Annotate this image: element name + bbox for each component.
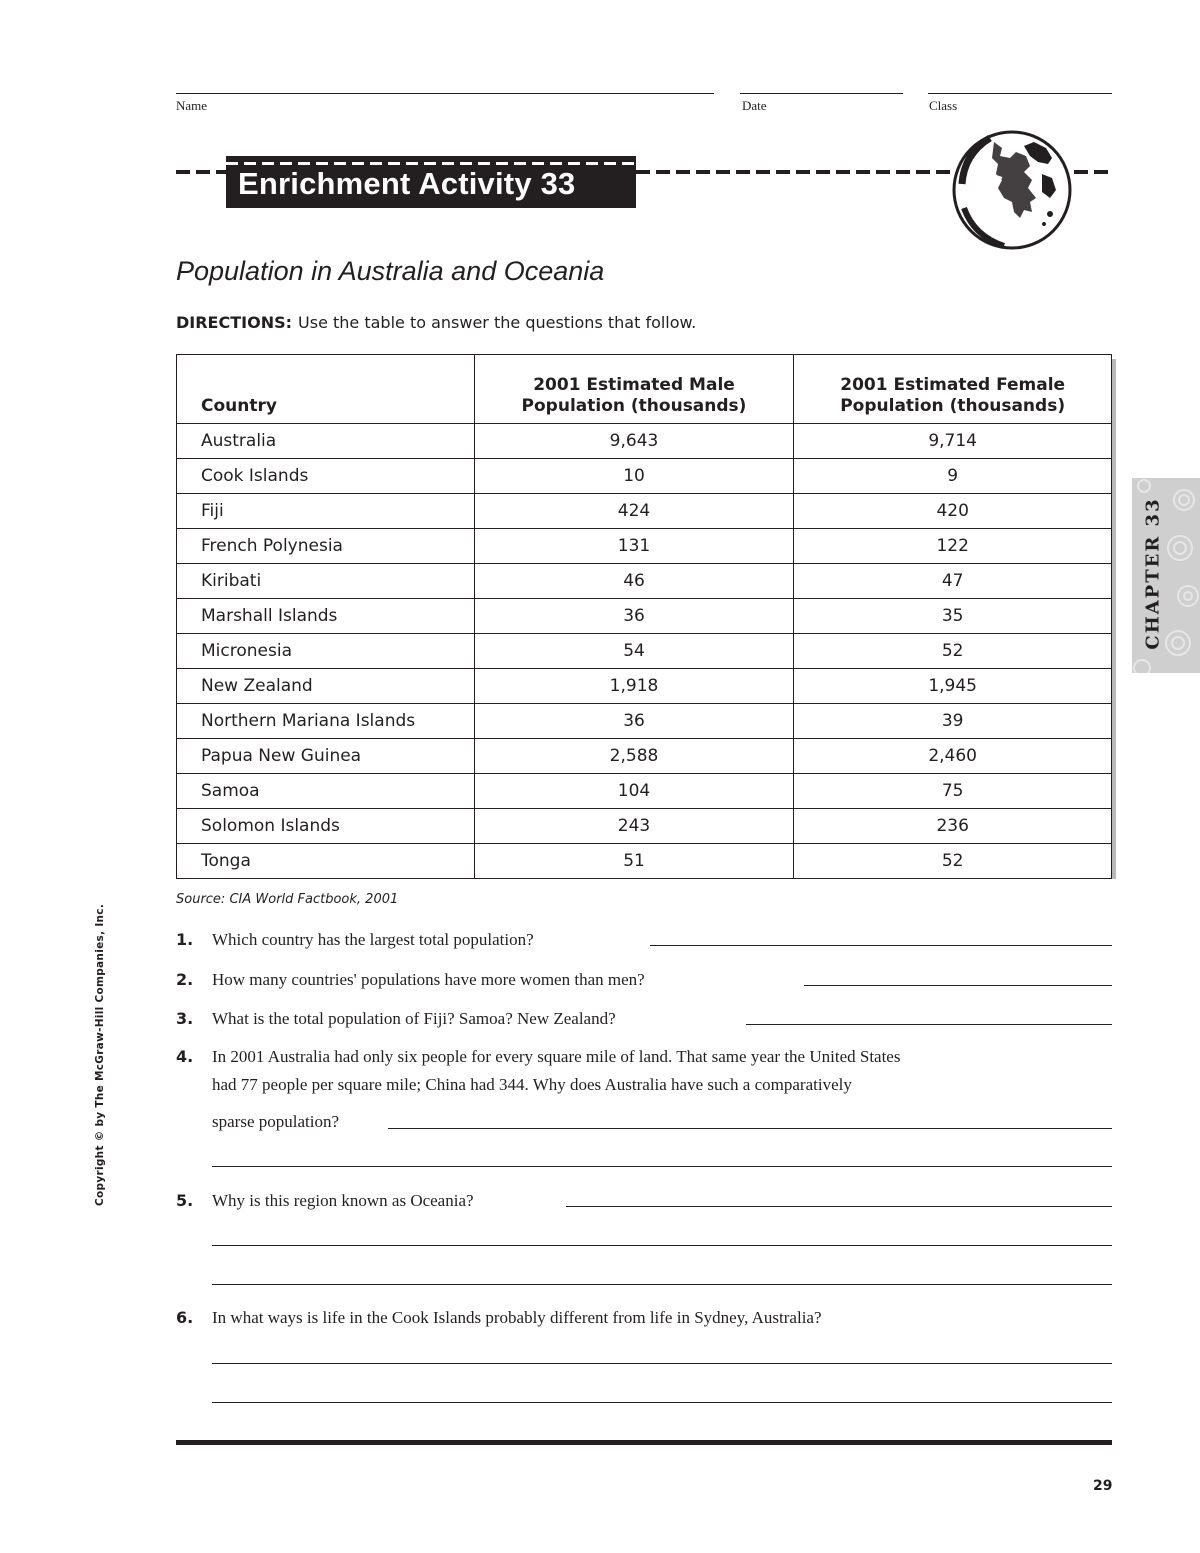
- table-row: [177, 669, 1112, 704]
- country-cell: Fiji: [177, 494, 475, 529]
- directions-text: Use the table to answer the questions that follow.: [298, 313, 697, 332]
- male-cell: 131: [474, 529, 794, 564]
- table-row: [177, 599, 1112, 634]
- bottom-rule: [176, 1440, 1112, 1445]
- male-cell: 1,918: [474, 669, 794, 704]
- answer-line-6a[interactable]: [212, 1363, 1112, 1364]
- question-text-line3: sparse population?: [212, 1112, 339, 1131]
- country-cell: Marshall Islands: [177, 599, 475, 634]
- table-row: [177, 739, 1112, 774]
- country-cell: Kiribati: [177, 564, 475, 599]
- table-row: [177, 774, 1112, 809]
- table-row: [177, 844, 1112, 879]
- header-female-line2: Population (thousands): [840, 396, 1066, 416]
- banner-dash-left: [176, 170, 228, 174]
- question-number: 6.: [176, 1308, 194, 1327]
- table-row: [177, 564, 1112, 599]
- header-male: [474, 355, 794, 424]
- question-text: What is the total population of Fiji? Samoa? New Zealand?: [212, 1009, 616, 1028]
- question-number: 4.: [176, 1047, 194, 1066]
- header-country: Country: [177, 355, 475, 424]
- question-1: [176, 926, 534, 954]
- female-cell: 122: [794, 529, 1112, 564]
- country-cell: Micronesia: [177, 634, 475, 669]
- country-cell: Australia: [177, 424, 475, 459]
- answer-line-5b[interactable]: [212, 1245, 1112, 1246]
- answer-line-1[interactable]: [650, 945, 1112, 946]
- population-table: [176, 354, 1112, 879]
- female-cell: 1,945: [794, 669, 1112, 704]
- table-row: [177, 494, 1112, 529]
- header-male-line2: Population (thousands): [521, 396, 747, 416]
- header-male-line1: 2001 Estimated Male: [533, 375, 735, 395]
- female-cell: 9: [794, 459, 1112, 494]
- chapter-label: CHAPTER 33: [1142, 497, 1164, 650]
- country-cell: Northern Mariana Islands: [177, 704, 475, 739]
- answer-line-2[interactable]: [804, 985, 1112, 986]
- male-cell: 36: [474, 599, 794, 634]
- female-cell: 420: [794, 494, 1112, 529]
- activity-title: Enrichment Activity 33: [238, 166, 576, 201]
- question-number: 1.: [176, 930, 194, 949]
- name-line[interactable]: [176, 93, 714, 94]
- question-text: Which country has the largest total population?: [212, 930, 534, 949]
- country-cell: Papua New Guinea: [177, 739, 475, 774]
- question-text: Why is this region known as Oceania?: [212, 1191, 474, 1210]
- female-cell: 2,460: [794, 739, 1112, 774]
- male-cell: 424: [474, 494, 794, 529]
- table-row: [177, 424, 1112, 459]
- question-2: [176, 966, 645, 994]
- table-header-row: [177, 355, 1112, 424]
- female-cell: 39: [794, 704, 1112, 739]
- table-row: [177, 529, 1112, 564]
- country-cell: Cook Islands: [177, 459, 475, 494]
- question-text-line1: In 2001 Australia had only six people for every square mile of land. That same year the United States: [212, 1047, 901, 1066]
- male-cell: 243: [474, 809, 794, 844]
- copyright-text: Copyright © by The McGraw-Hill Companies, Inc.: [94, 903, 106, 1206]
- male-cell: 46: [474, 564, 794, 599]
- answer-line-4b[interactable]: [212, 1166, 1112, 1167]
- male-cell: 2,588: [474, 739, 794, 774]
- question-text: In what ways is life in the Cook Islands probably different from life in Sydney, Australia?: [212, 1308, 822, 1327]
- page-number: 29: [1093, 1478, 1113, 1494]
- female-cell: 75: [794, 774, 1112, 809]
- banner: [226, 156, 636, 208]
- country-cell: New Zealand: [177, 669, 475, 704]
- male-cell: 36: [474, 704, 794, 739]
- country-cell: French Polynesia: [177, 529, 475, 564]
- female-cell: 47: [794, 564, 1112, 599]
- date-line[interactable]: [740, 93, 903, 94]
- question-5: [176, 1187, 474, 1215]
- table-row: [177, 634, 1112, 669]
- female-cell: 35: [794, 599, 1112, 634]
- answer-line-6b[interactable]: [212, 1402, 1112, 1403]
- question-4: [176, 1043, 900, 1099]
- date-label: Date: [742, 98, 767, 113]
- answer-line-5c[interactable]: [212, 1284, 1112, 1285]
- male-cell: 54: [474, 634, 794, 669]
- question-number: 2.: [176, 970, 194, 989]
- female-cell: 52: [794, 634, 1112, 669]
- female-cell: 9,714: [794, 424, 1112, 459]
- answer-line-4a[interactable]: [388, 1128, 1112, 1129]
- male-cell: 104: [474, 774, 794, 809]
- directions: [176, 313, 696, 332]
- question-3: [176, 1005, 616, 1033]
- header-female-line1: 2001 Estimated Female: [840, 375, 1066, 395]
- banner-dash-right: [636, 170, 954, 174]
- name-label: Name: [176, 98, 208, 113]
- table-row: [177, 459, 1112, 494]
- class-label: Class: [929, 98, 958, 113]
- country-cell: Samoa: [177, 774, 475, 809]
- page-subtitle: Population in Australia and Oceania: [176, 256, 605, 286]
- question-4-cont: [212, 1108, 339, 1136]
- male-cell: 51: [474, 844, 794, 879]
- directions-label: DIRECTIONS:: [176, 313, 293, 332]
- globe-icon: [950, 124, 1080, 256]
- female-cell: 52: [794, 844, 1112, 879]
- question-number: 5.: [176, 1191, 194, 1210]
- class-line[interactable]: [928, 93, 1112, 94]
- female-cell: 236: [794, 809, 1112, 844]
- question-text-line2: had 77 people per square mile; China had 344. Why does Australia have such a comparatively: [212, 1075, 852, 1094]
- male-cell: 10: [474, 459, 794, 494]
- country-cell: Solomon Islands: [177, 809, 475, 844]
- question-number: 3.: [176, 1009, 194, 1028]
- answer-line-5a[interactable]: [566, 1206, 1112, 1207]
- question-text: How many countries' populations have more women than men?: [212, 970, 645, 989]
- answer-line-3[interactable]: [746, 1024, 1112, 1025]
- male-cell: 9,643: [474, 424, 794, 459]
- table-source: Source: CIA World Factbook, 2001: [176, 892, 399, 907]
- table-row: [177, 809, 1112, 844]
- table-row: [177, 704, 1112, 739]
- question-6: [176, 1304, 822, 1332]
- header-female: [794, 355, 1112, 424]
- banner-inner-dash: [226, 162, 636, 165]
- country-cell: Tonga: [177, 844, 475, 879]
